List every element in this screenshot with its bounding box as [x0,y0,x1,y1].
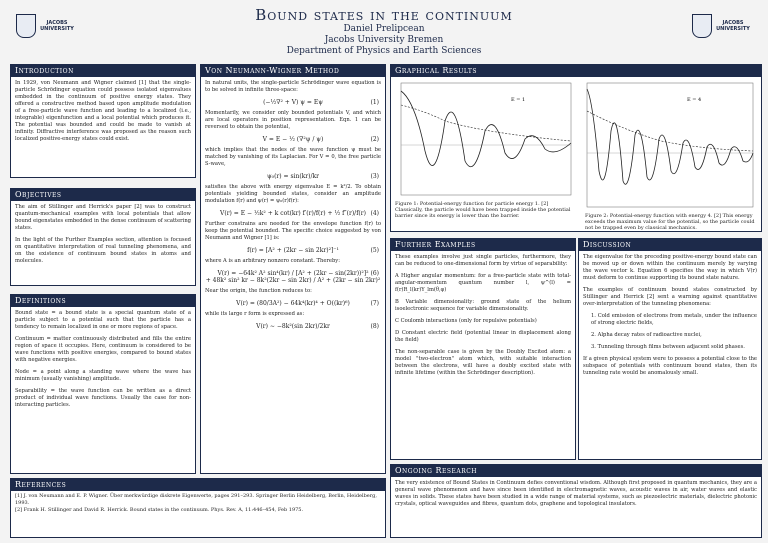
definition-separability: Separability = the wave function can be written as a direct product of individual wave functions. Usually the case for non-interacting particles. [15,388,191,408]
university-name: Jacobs University Bremen [324,35,444,45]
introduction-text: In 1929, von Neumann and Wigner claimed [1] that the single-particle Schrödinger equation could possess isolated eigenvalues embedded in the continuum of positive energy states. They offered a constructive method based upon amplitude modulation of a free-particle wave function and leading to a localized (i.e., integrable) eigenfunction and a local potential which produces it. The potential was bounded and could be made to vanish at infinity. Diffractive interference was proposed as the reason such localized positive-energy states could exist. [15,80,191,142]
figure-2-plot [581,81,757,211]
ongoing-research-section [390,464,762,538]
further-intro: These examples involve just single particles, furthermore, they can be reduced to one-dimensional form by virtue of separability: [395,254,571,267]
graphical-results-section [390,64,762,232]
poster-header [0,0,768,60]
method-text: Momentarily, we consider only bounded potentials V, and which are local operators in position representation. Eqn. 1 can be reversed to obtain the potential, [205,110,381,130]
discussion-text: The examples of continuum bound states constructed by Stillinger and Herrick [2] sent a warning against quantitative over-interpretation of the tunneling phenomena: [583,287,757,307]
example-b: B Variable dimensionality: ground state of the helium isoelectronic sequence for variable dimensionality. [395,299,571,312]
further-examples-section [390,238,576,460]
reference-2: [2] Frank H. Stillinger and David R. Herrick. Bound states in the continuum. Phys. Rev. A, 11:446–454, Feb 1975. [15,507,304,513]
definition-node: Node = a point along a standing wave where the wave has minimum (usually vanishing) amplitude. [15,369,191,382]
section-heading: Graphical Results [391,65,761,77]
reference-1: [1] J. von Neumann and E. P. Wigner. Über merkwürdige diskrete Eigenwerte, pages 291–293. Springer Berlin Heidelberg, Berlin, Heidelberg, 1993. [15,493,377,506]
figure-1-label: E = 1 [511,97,526,103]
logo-text: JACOBS UNIVERSITY [40,20,74,32]
university-logo [16,14,76,44]
figure-1-caption: Figure 1: Potential-energy function for particle energy 1. [2] Classically, the particle would have been trapped inside the potential barrier since its energy is lower than the barrier. [395,201,571,219]
discussion-section [578,238,762,460]
objectives-section [10,188,196,286]
method-text: satisfies the above with energy eigenvalue E = k²/2. To obtain potentials yielding bounded states, consider an amplitude modulation f(r) and ψ(r) = ψ₀(r)f(r): [205,184,381,204]
figure-1-plot [395,81,575,199]
equation-7: V(r) = (80/3A²) − 64k⁴(kr)⁴ + O((kr)⁶) (7) [236,300,379,307]
objectives-text: The aim of Stillinger and Herrick's paper [2] was to construct quantum-mechanical examples with local potentials that allow bound eigenstates embedded in the dense continuum of scattering states. [15,204,191,231]
equation-6: V(r) = −64k² A² sin⁴(kr) / [A² + (2kr − sin(2kr))²]² + 48k² sin² kr − 8k²(2kr − sin 2kr) / A² + (2kr − sin 2kr)² (6) [205,270,381,284]
section-heading: Von Neumann-Wigner Method [201,65,385,77]
definition-bound-state: Bound state = a bound state is a special quantum state of a particle subject to a potential such that the particle has a tendency to remain localized in one or more regions of space. [15,310,191,330]
objectives-text: In the light of the Further Examples section, attention is focused on quantitative interpretation of real tunneling phenomena, and on the existence of continuum bound states in atoms and molecules. [15,237,191,264]
section-heading: Objectives [11,189,195,201]
example-c: C Coulomb interactions (only for repulsive potentials) [395,318,537,324]
section-heading: Discussion [579,239,761,251]
definitions-section [10,294,196,474]
discussion-text: If a given physical system were to possess a potential close to the subspace of potentials with continuum bound states, then its tunneling rate would be anomalously small. [583,356,757,376]
equation-4: V(r) = E − ½k² + k cot(kr) f′(r)/f(r) + ½ f″(r)/f(r) (4) [220,210,379,217]
department-name: Department of Physics and Earth Sciences [286,46,482,56]
introduction-section [10,64,196,178]
equation-8: V(r) ∼ −8k²(sin 2kr)/2kr (8) [256,323,379,330]
equation-2: V = E − ½ (∇²ψ / ψ) (2) [262,136,379,143]
section-heading: Ongoing Research [391,465,761,477]
section-heading: References [11,479,385,491]
discussion-item: 1. Cold emission of electrons from metals, under the influence of strong electric fields, [591,313,757,326]
method-section [200,64,386,474]
ongoing-text: The very existence of Bound States in Continuum defies conventional wisdom. Although first proposed in quantum mechanics, they are a general wave phenomenon and have since been identified in electromagnetic waves, acoustic waves in air, water waves and elastic waves in solids. These states have been studied in a wide range of material systems, such as piezoelectric materials, dielectric photonic crystals, optical waveguides and fibres, quantum dots, graphene and topological insulators. [395,480,757,507]
definition-continuum: Continuum = matter continuously distributed and fills the entire region of space it occupies. Here, continuum is considered to be wave functions with positive energies, compared to bound states with negative energies. [15,336,191,363]
discussion-item: 3. Tunneling through films between adjacent solid phases. [591,344,745,350]
figure-2-label: E = 4 [687,97,702,103]
further-outro: The non-separable case is given by the Doubly Excited atom: a model "two-electron" atom which, with suitable interaction between the electrons, will have a doubly excited state with infinite lifetime (within the Schrödinger description). [395,349,571,376]
logo-text: JACOBS UNIVERSITY [716,20,750,32]
example-d: D Constant electric field (potential linear in displacement along the field) [395,330,571,343]
equation-5: f(r) = [A² + (2kr − sin 2kr)²]⁻¹ (5) [247,247,379,254]
method-text: where A is an arbitrary nonzero constant. Thereby: [205,258,340,264]
discussion-text: The eigenvalue for the preceding positive-energy bound state can be moved up or down within the continuum merely by varying the wave vector k. Equation 6 specifies the way in which V(r) must deform to continue supporting its bound state nature. [583,254,757,281]
section-heading: Definitions [11,295,195,307]
references-section [10,478,386,538]
method-text: Further constrains are needed for the envelope function f(r) to keep the potential bounded. The specific choice suggested by von Neumann and Wigner [1] is: [205,221,381,241]
method-text: Near the origin, the function reduces to: [205,288,312,294]
shield-icon [16,14,36,38]
university-logo-right [692,14,752,44]
poster-title: Bound states in the continuum [255,6,513,24]
equation-1: (−½∇² + V) ψ = Eψ (1) [263,99,379,106]
figure-2-caption: Figure 2: Potential-energy function with energy 4. [2] This energy exceeds the maximum value for the potential, so the particle could not be trapped even by classical mechanics. [585,213,755,231]
section-heading: Introduction [11,65,195,77]
discussion-item: 2. Alpha decay rates of radioactive nuclei, [591,332,702,338]
section-heading: Further Examples [391,239,575,251]
method-text: while its large r form is expressed as: [205,311,305,317]
author-name: Daniel Prelipcean [343,24,425,34]
equation-3: ψ₀(r) = sin(kr)/kr (3) [266,173,379,180]
example-a: A Higher angular momentum: for a free-particle state with total-angular-momentum quantum number l, ψ^(l) = f(r)R_l(kr)Y_lm(θ,φ) [395,273,571,293]
method-text: which implies that the nodes of the wave function ψ must be matched by vanishing of its Laplacian. For V = 0, the free particle S-wave, [205,147,381,167]
shield-icon [692,14,712,38]
method-text: In natural units, the single-particle Schrödinger wave equation is to be solved in infinite three-space: [205,80,381,93]
